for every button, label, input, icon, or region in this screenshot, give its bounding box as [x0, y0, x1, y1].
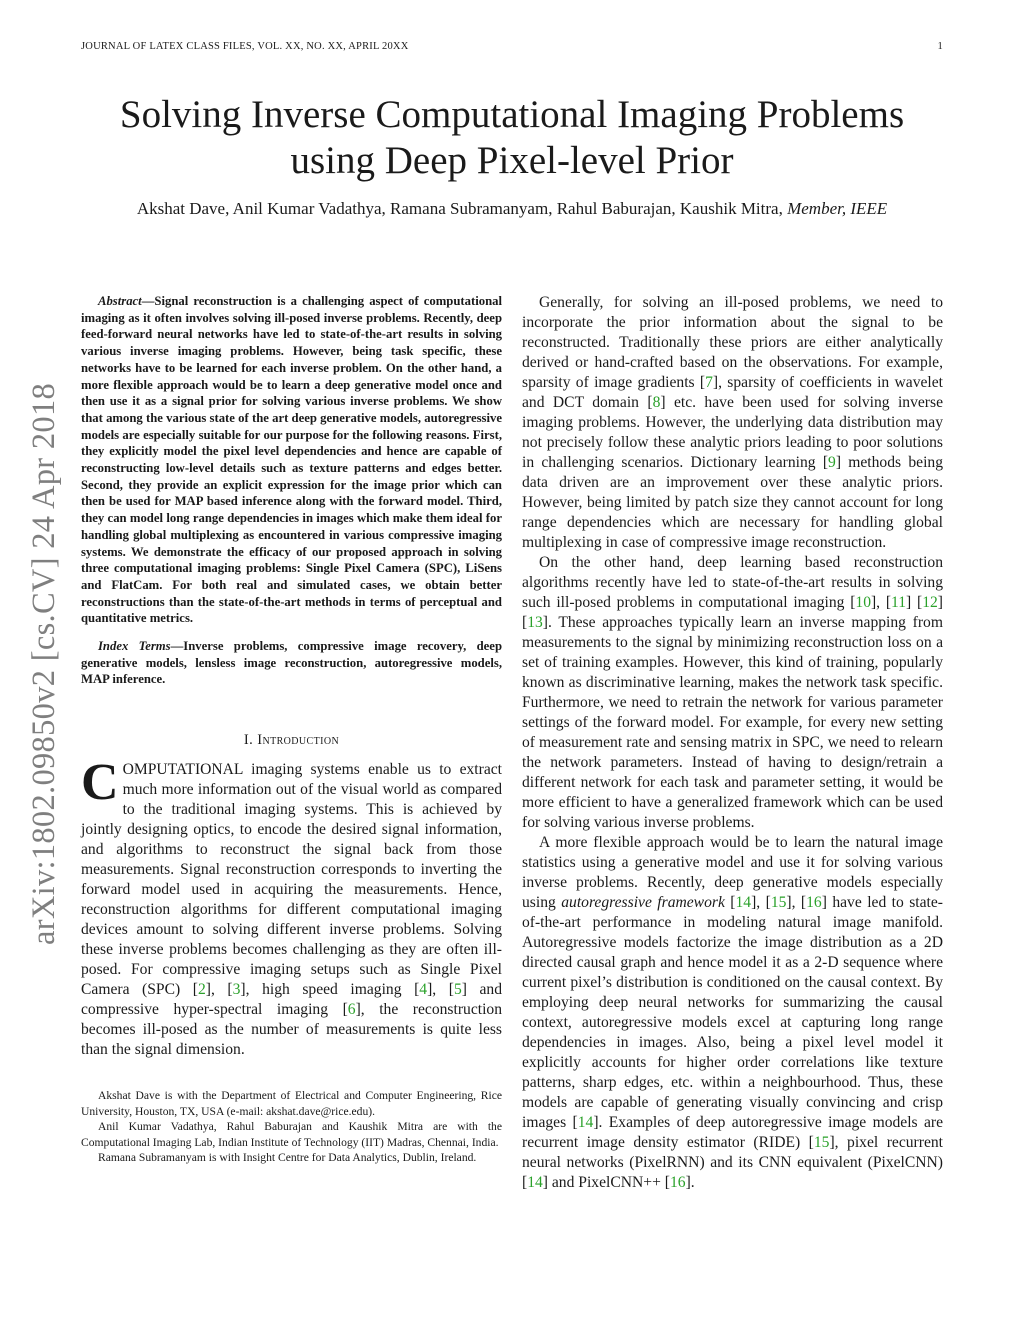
citation-link[interactable]: 8	[652, 394, 661, 411]
citation-link[interactable]: 14	[527, 1174, 543, 1191]
text-run: [	[724, 894, 736, 911]
text-run: ], high speed imaging [	[240, 981, 420, 999]
arxiv-side-stamp: arXiv:1802.09850v2 [cs.CV] 24 Apr 2018	[26, 382, 62, 945]
body-paragraph	[522, 833, 943, 1193]
text-run: ], the reconstruction becomes ill-posed as the number of measurements is quite less than the signal dimension.	[81, 1001, 503, 1059]
section-heading-introduction	[81, 732, 502, 749]
footnote: Anil Kumar Vadathya, Rahul Baburajan and Kaushik Mitra are with the Computational Imaging Lab, Indian Institute of Technology (IIT) Madras, Chennai, India.	[81, 1120, 502, 1149]
paper-title	[60, 92, 964, 184]
emphasis: autoregressive framework	[561, 894, 725, 911]
citation-link[interactable]: 16	[669, 1174, 686, 1191]
citation-link[interactable]: 14	[577, 1114, 594, 1131]
page-number: 1	[937, 41, 943, 52]
author-names: Akshat Dave, Anil Kumar Vadathya, Ramana Subramanyam, Rahul Baburajan, Kaushik Mitra,	[136, 199, 783, 218]
left-column	[81, 293, 502, 1166]
index-terms-lead: Index Terms	[98, 639, 171, 654]
drop-cap: C	[81, 754, 119, 812]
citation-link[interactable]: 10	[855, 594, 871, 611]
text-run: A more flexible approach would be to learn the natural image statistics using a generative model and use it for solving various inverse problems. Recently, deep generative models especially using	[522, 834, 943, 911]
intro-paragraph	[81, 754, 503, 1060]
abstract	[81, 293, 502, 627]
text-run: ], [	[205, 981, 233, 999]
section-title: Introduction	[257, 732, 340, 749]
text-run: Generally, for solving an ill-posed problems, we need to incorporate the prior information about the signal to be reconstructed. Traditionally these priors are either analytically derived or hand-crafted based on the observations. For example, sparsity of image gradients [	[522, 294, 943, 391]
citation-link[interactable]: 7	[705, 374, 713, 391]
citation-link[interactable]: 5	[453, 981, 462, 999]
section-numeral: I.	[243, 732, 254, 749]
footnote-separator	[81, 1060, 502, 1088]
text-run: OMPUTATIONAL imaging systems enable us to extract much more information out of the visual world as compared to the traditional imaging systems. This is achieved by jointly designing optics, to encode the desired signal information, and algorithms to reconstruct the signal back from those measurements. Signal reconstruction corresponds to inverting the forward model used in acquiring the measurements. Hence, reconstruction algorithms for different computational imaging devices amount to solving different inverse problems. Solving these inverse problems becomes challenging as they are often ill-posed. For compressive imaging setups such as Single Pixel Camera (SPC) [	[81, 761, 502, 999]
citation-link[interactable]: 3	[232, 981, 241, 999]
footnote: Ramana Subramanyam is with Insight Centre for Data Analytics, Dublin, Ireland.	[98, 1151, 477, 1165]
right-column	[522, 293, 943, 1193]
index-terms-text: —Inverse problems, compressive image recovery, deep generative models, lensless image reconstruction, autoregressive models, MAP inference.	[81, 639, 502, 687]
citation-link[interactable]: 6	[347, 1001, 356, 1019]
text-run: ] and PixelCNN++ [	[542, 1174, 670, 1191]
citation-link[interactable]: 15	[770, 894, 787, 911]
citation-link[interactable]: 13	[527, 614, 543, 631]
citation-link[interactable]: 16	[806, 894, 822, 911]
citation-link[interactable]: 4	[419, 981, 428, 999]
text-run: ] have led to state-of-the-art performance in modeling natural image manifold. Autoregressive models factorize the image distribution as a 2D directed causal graph and hence model it as a 2-D sequence where current pixel’s distribution is conditioned on the causal context. By employing deep neural networks for summarizing the causal context, autoregressive models excel at capturing long range dependencies in images. Also, being a pixel level model it explicitly accounts for higher order correlations like texture patterns, sharp edges, etc. within a neighbourhood. Thus, these models are capable of generating visually convincing and crisp images [	[522, 894, 944, 1131]
text-run: ] and compressive hyper-spectral imaging [	[81, 981, 503, 1019]
text-run: ], [	[751, 894, 771, 911]
author-membership: Member, IEEE	[787, 199, 888, 218]
journal-header: JOURNAL OF LATEX CLASS FILES, VOL. XX, NO. XX, APRIL 20XX	[81, 41, 409, 52]
author-list	[60, 198, 964, 220]
citation-link[interactable]: 12	[922, 594, 938, 611]
text-run: ] etc. have been used for solving inverse imaging problems. However, the underlying data distribution may not precisely follow these analytic priors leading to poor solutions in challenging scenarios. Dictionary learning [	[522, 394, 943, 471]
citation-link[interactable]: 14	[735, 894, 752, 911]
body-paragraph	[522, 293, 943, 553]
text-run: ], [	[870, 594, 892, 611]
text-run: ], sparsity of coefficients in wavelet and DCT domain [	[522, 374, 943, 411]
title-line-2: using Deep Pixel-level Prior	[290, 139, 734, 182]
citation-link[interactable]: 9	[828, 454, 836, 471]
text-run: ] methods being data driven are an improvement over these analytic priors. However, being limited by patch size they cannot account for long range dependencies which are necessary for handling global multiplexing in case of compressive image reconstruction.	[522, 454, 943, 551]
citation-link[interactable]: 11	[891, 594, 907, 611]
footnote: Akshat Dave is with the Department of Electrical and Computer Engineering, Rice University, Houston, TX, USA (e-mail: akshat.dave@rice.edu).	[81, 1089, 502, 1118]
text-run: On the other hand, deep learning based reconstruction algorithms recently have led to state-of-the-art results in solving such ill-posed problems in computational imaging [	[522, 554, 943, 611]
index-terms	[81, 638, 502, 688]
running-header	[81, 41, 943, 57]
text-run: ], [	[786, 894, 807, 911]
citation-link[interactable]: 2	[197, 981, 206, 999]
text-run: ]. These approaches typically learn an inverse mapping from measurements to the signal by minimizing reconstruction loss on a set of training examples. However, this kind of training, popularly known as discriminative learning, makes the network task specific. Furthermore, we need to retrain the network for various parameter settings of the forward model. For example, for every new setting of measurement rate and sensing matrix in SPC, we need to relearn the network parameters. Instead of having to design/retrain a different network for each task and parameter setting, it would be more efficient to have a generalized framework which can be used for solving various inverse problems.	[522, 614, 943, 831]
title-line-1: Solving Inverse Computational Imaging Problems	[119, 93, 905, 136]
abstract-text: —Signal reconstruction is a challenging aspect of computational imaging as it often involves solving ill-posed inverse problems. Recently, deep feed-forward neural networks have led to state-of-the-art results in solving various inverse imaging problems. However, being task specific, these networks have to be learned for each inverse problem. On the other hand, a more flexible approach would be to learn a deep generative model once and then use it as a signal prior for solving various inverse problems. We show that among the various state of the art deep generative models, autoregressive models are especially suitable for our purpose for the following reasons. First, they explicitly model the pixel level dependencies and hence are capable of reconstructing low-level details such as texture patterns and edges better. Second, they provide an explicit expression for the image prior which can then be used for MAP based inference along with the forward model. Third, they can model long range dependencies in images which make them ideal for handling global multiplexing as encountered in various compressive imaging systems. We demonstrate the efficacy of our proposed approach in solving three computational imaging problems: Single Pixel Camera (SPC), LiSens and FlatCam. For both real and simulated cases, we obtain better reconstructions than the state-of-the-art methods in terms of perceptual and quantitative metrics.	[81, 294, 502, 626]
text-run: ], [	[427, 981, 454, 999]
text-run: ] [	[906, 594, 923, 611]
body-paragraph	[522, 553, 943, 833]
abstract-lead: Abstract	[98, 294, 142, 308]
citation-link[interactable]: 15	[813, 1134, 830, 1151]
text-run: ] [	[522, 594, 943, 631]
text-run: ].	[685, 1174, 695, 1191]
text-run: ], pixel recurrent neural networks (PixelRNN) and its CNN equivalent (PixelCNN) [	[522, 1134, 943, 1191]
text-run: ]. Examples of deep autoregressive image models are recurrent image density estimator (RIDE) [	[522, 1114, 943, 1151]
